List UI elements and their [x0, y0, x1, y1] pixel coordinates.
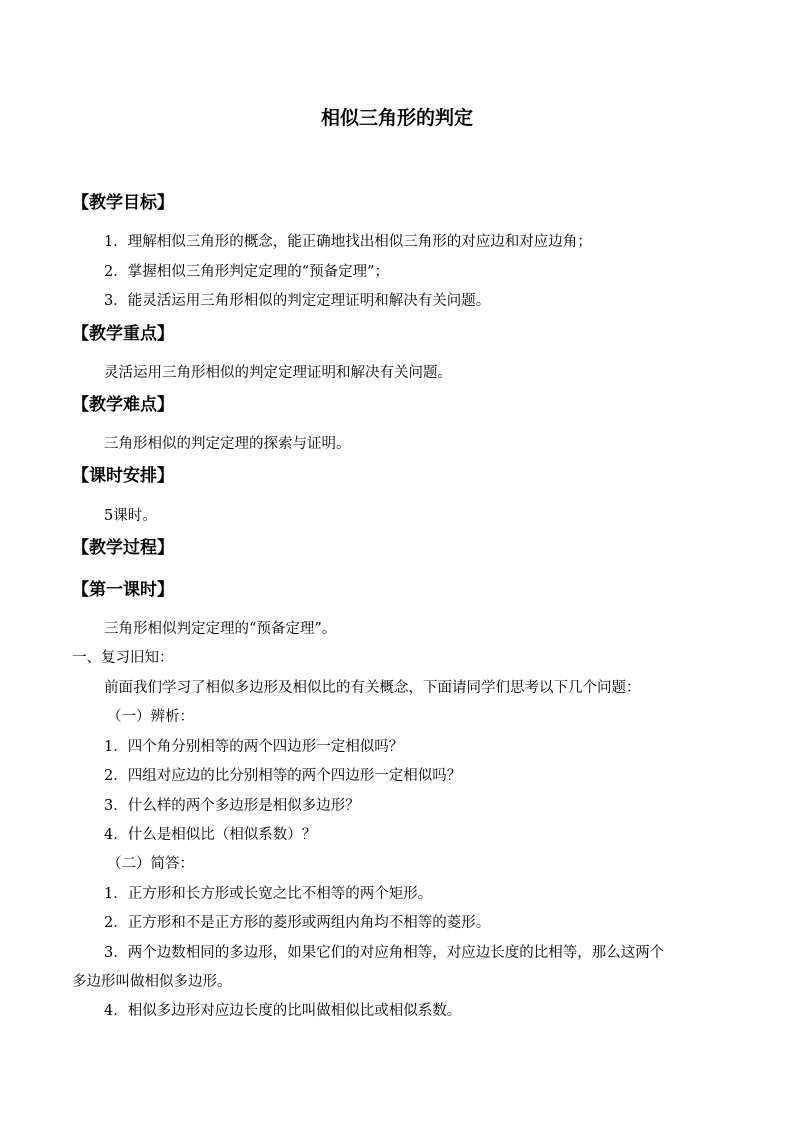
part1-item-3: 3．什么样的两个多边形是相似多边形？ — [104, 798, 360, 814]
part1-item-2: 2．四组对应边的比分别相等的两个四边形一定相似吗？ — [104, 768, 462, 784]
part2-item-4: 4．相似多边形对应边长度的比叫做相似比或相似系数。 — [104, 1003, 462, 1019]
heading-schedule: 【课时安排】 — [72, 466, 174, 486]
part2-item-3-continued: 多边形叫做相似多边形。 — [72, 974, 232, 990]
heading-lesson-1: 【第一课时】 — [72, 580, 174, 600]
lesson1-intro: 三角形相似判定定理的“预备定理”。 — [104, 621, 337, 637]
difficulties-text: 三角形相似的判定定理的探索与证明。 — [104, 436, 351, 452]
heading-teaching-goals: 【教学目标】 — [72, 193, 174, 213]
part2-item-2: 2．正方形和不是正方形的菱形或两组内角均不相等的菱形。 — [104, 915, 491, 931]
goal-item-1: 1．理解相似三角形的概念，能正确地找出相似三角形的对应边和对应边角； — [104, 234, 592, 250]
heading-teaching-process: 【教学过程】 — [72, 538, 174, 558]
key-points-text: 灵活运用三角形相似的判定定理证明和解决有关问题。 — [104, 365, 452, 381]
part1-label: （一）辨析： — [107, 709, 194, 725]
heading-difficulties: 【教学难点】 — [72, 395, 174, 415]
part2-item-3: 3．两个边数相同的多边形，如果它们的对应角相等，对应边长度的比相等，那么这两个 — [104, 945, 665, 961]
review-heading: 一、复习旧知： — [72, 650, 174, 666]
schedule-text: 5课时。 — [104, 508, 157, 524]
part1-item-4: 4．什么是相似比（相似系数）？ — [104, 827, 317, 843]
part2-item-1: 1．正方形和长方形或长宽之比不相等的两个矩形。 — [104, 886, 433, 902]
heading-key-points: 【教学重点】 — [72, 324, 174, 344]
review-intro: 前面我们学习了相似多边形及相似比的有关概念，下面请同学们思考以下几个问题： — [104, 680, 641, 696]
part1-item-1: 1．四个角分别相等的两个四边形一定相似吗？ — [104, 739, 404, 755]
goal-item-2: 2．掌握相似三角形判定定理的“预备定理”； — [104, 264, 390, 280]
goal-item-3: 3．能灵活运用三角形相似的判定定理证明和解决有关问题。 — [104, 293, 491, 309]
part2-label: （二）简答： — [107, 856, 194, 872]
page-title: 相似三角形的判定 — [320, 107, 473, 129]
